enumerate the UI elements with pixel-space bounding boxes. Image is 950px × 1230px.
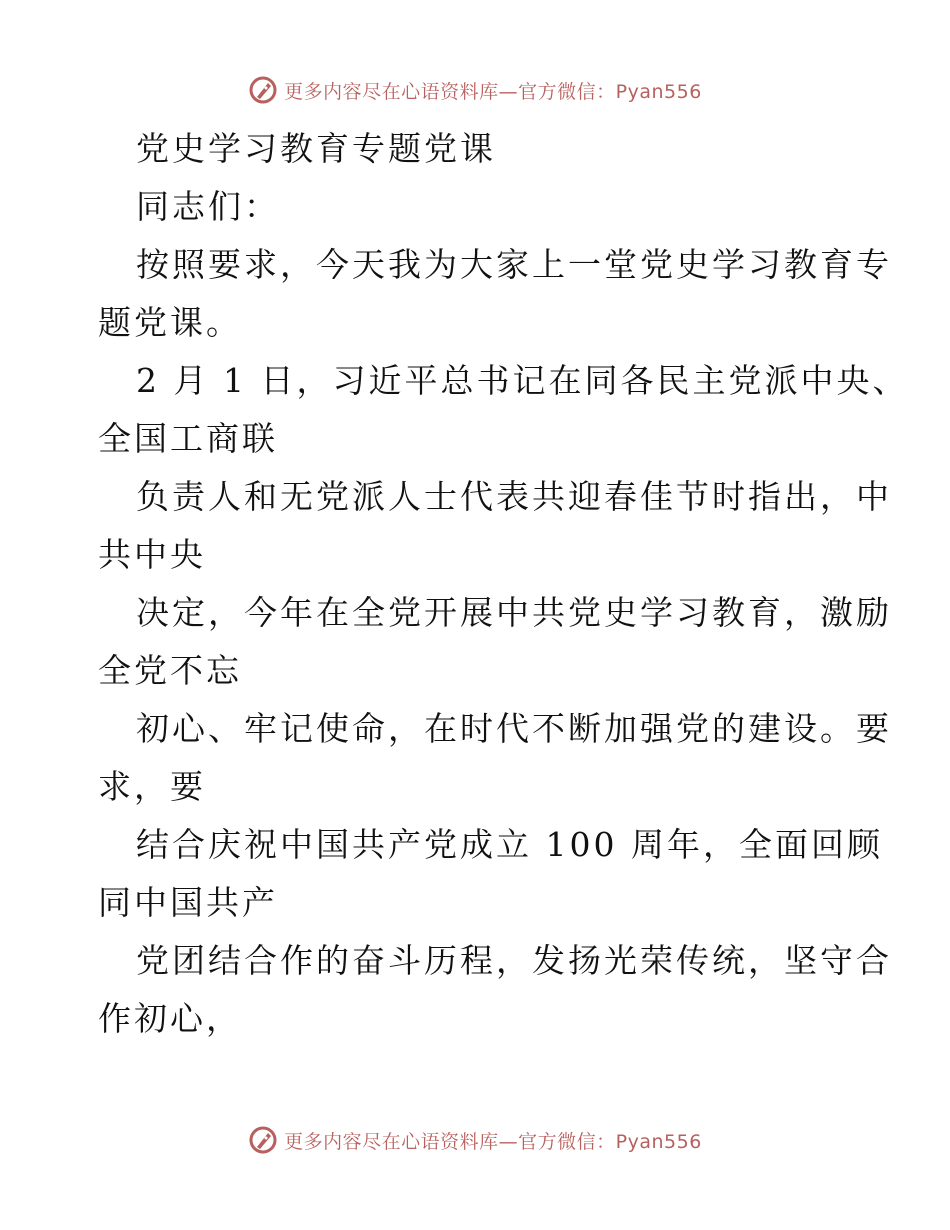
pen-nib-circle-icon (248, 75, 278, 105)
paragraph-line: 同中国共产 (98, 883, 278, 922)
document-title: 党史学习教育专题党课 (136, 129, 496, 168)
paragraph-line: 按照要求，今天我为大家上一堂党史学习教育专 (136, 245, 892, 284)
paragraph-line: 求，要 (98, 767, 206, 806)
paragraph-line: 负责人和无党派人士代表共迎春佳节时指出，中 (136, 477, 892, 516)
paragraph-line: 决定，今年在全党开展中共党史学习教育，激励 (136, 593, 892, 632)
paragraph-line: 全党不忘 (98, 651, 242, 690)
watermark-text: 更多内容尽在心语资料库—官方微信：Pyan556 (284, 1130, 702, 1153)
pen-nib-circle-icon (248, 1125, 278, 1155)
header-watermark (0, 70, 950, 110)
document-body (98, 120, 909, 1048)
paragraph-line: 结合庆祝中国共产党成立 100 周年，全面回顾 (136, 825, 883, 864)
salutation: 同志们： (136, 187, 280, 226)
paragraph-line: 题党课。 (98, 303, 242, 342)
paragraph-line: 2 月 1 日，习近平总书记在同各民主党派中央、 (136, 361, 909, 400)
paragraph-line: 初心、牢记使命，在时代不断加强党的建设。要 (136, 709, 892, 748)
footer-watermark (0, 1120, 950, 1160)
paragraph-line: 党团结合作的奋斗历程，发扬光荣传统，坚守合 (136, 941, 892, 980)
paragraph-line: 全国工商联 (98, 419, 278, 458)
watermark-text: 更多内容尽在心语资料库—官方微信：Pyan556 (284, 80, 702, 103)
paragraph-line: 作初心， (98, 999, 242, 1038)
paragraph-line: 共中央 (98, 535, 206, 574)
